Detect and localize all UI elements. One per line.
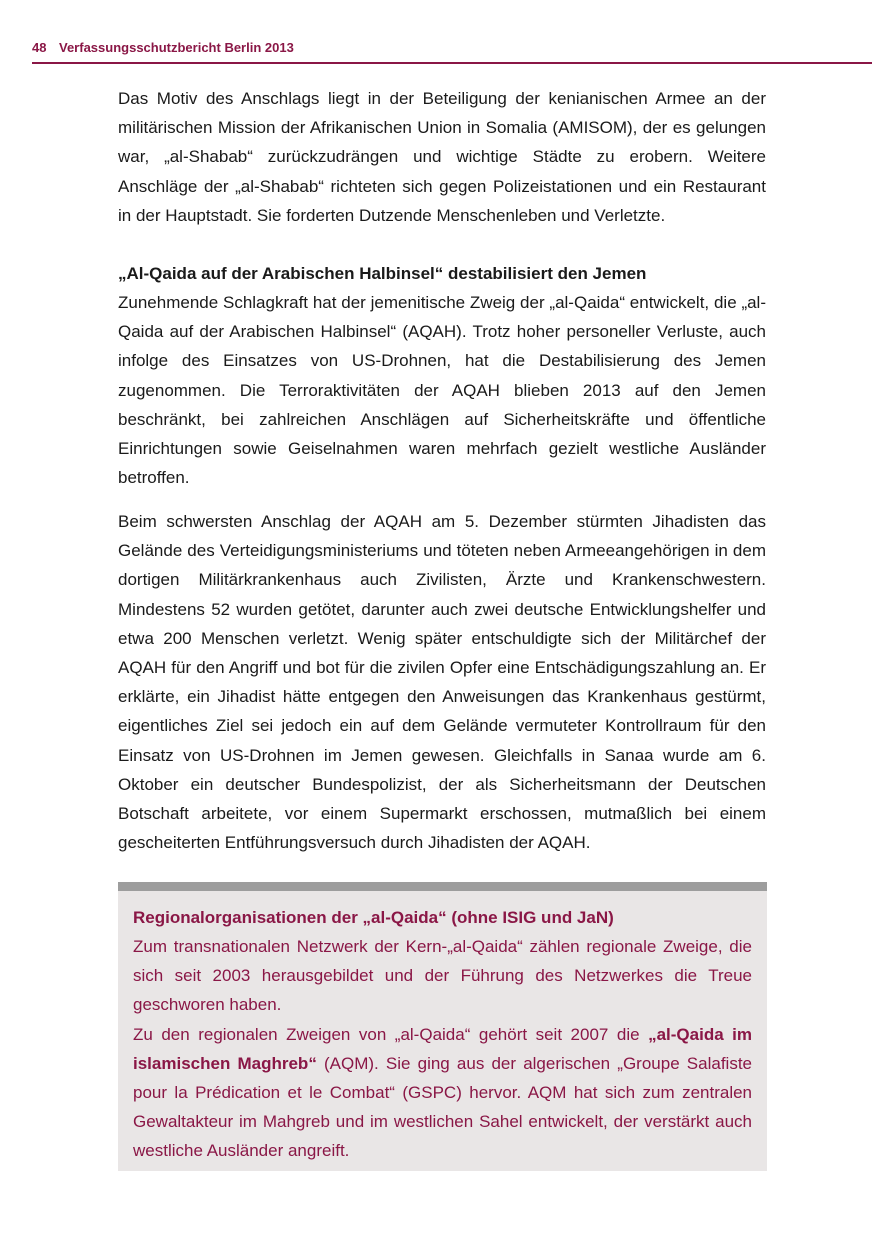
info-box-regional-organisations [118, 882, 767, 1171]
info-box-paragraph-2-end: (AQM). Sie ging aus der algerischen „Groupe Salafiste pour la Prédication et le Combat“ (GSPC) hervor. AQM hat sich zum zentralen Gewaltakteur im Mahgreb und im westlichen Sahel entwickelt, der verstärkt auch westliche Ausländer angreift. [133, 1053, 752, 1161]
info-box-paragraph-1: Zum transnationalen Netzwerk der Kern-„al-Qaida“ zählen regionale Zweige, die sich seit 2003 herausgebildet und der Führung des Netzwerkes die Treue geschworen haben. [133, 937, 752, 1015]
running-header [32, 40, 872, 64]
info-box-paragraph-2 [133, 1020, 752, 1166]
info-box-aqm-emphasis: „al-Qaida im islamischen Maghreb“ [133, 1024, 753, 1073]
paragraph-aqah-attack: Beim schwersten Anschlag der AQAH am 5. Dezember stürmten Jihadisten das Gelände des Verteidigungsministeriums und töteten neben Armeeangehörigen in dem dortigen Militärkrankenhaus auch Zivilisten, Ärzte und Krankenschwestern. Mindestens 52 wurden getötet, darunter auch zwei deutsche Entwicklungshelfer und etwa 200 Menschen verletzt. Wenig später entschuldigte sich der Militärchef der AQAH für den Angriff und bot für die zivilen Opfer eine Entschädigungszahlung an. Er erklärte, ein Jihadist hätte entgegen den Anweisungen das Krankenhaus gestürmt, eigentliches Ziel sei jedoch ein auf dem Gelände vermuteter Kontrollraum für den Einsatz von US-Drohnen im Jemen gewesen. Gleichfalls in Sanaa wurde am 6. Oktober ein deutscher Bundespolizist, der als Sicherheitsmann der Deutschen Botschaft arbeitete, vor einem Supermarkt erschossen, mutmaßlich bei einem gescheiterten Entführungsversuch durch Jihadisten der AQAH. [118, 512, 766, 853]
info-box-paragraph-2-start: Zu den regionalen Zweigen von „al-Qaida“ gehört seit 2007 die [133, 1024, 649, 1044]
section-heading-aqah: „Al-Qaida auf der Arabischen Halbinsel“ destabilisiert den Jemen [118, 264, 647, 283]
info-box-title: Regionalorganisationen der „al-Qaida“ (ohne ISIG und JaN) [133, 908, 614, 927]
paragraph-aqah-intro: Zunehmende Schlagkraft hat der jemenitische Zweig der „al-Qaida“ entwickelt, die „al-Qaida auf der Arabischen Halbinsel“ (AQAH). Trotz hoher personeller Verluste, auch infolge des Einsatzes von US-Drohnen, hat die Destabilisierung des Jemen zugenommen. Die Terroraktivitäten der AQAH blieben 2013 auf den Jemen beschränkt, bei zahlreichen Anschlägen auf Sicherheitskräfte und öffentliche Einrichtungen sowie Geiselnahmen waren mehrfach gezielt westliche Ausländer betroffen. [118, 293, 766, 488]
publication-title: Verfassungsschutzbericht Berlin 2013 [59, 40, 294, 55]
page-number: 48 [32, 40, 47, 55]
paragraph-amisom: Das Motiv des Anschlags liegt in der Beteiligung der kenianischen Armee an der militärischen Mission der Afrikanischen Union in Somalia (AMISOM), der es gelungen war, „al-Shabab“ zurückzudrängen und wichtige Städte zu erobern. Weitere Anschläge der „al-Shabab“ richteten sich gegen Polizeistationen und ein Restaurant in der Hauptstadt. Sie forderten Dutzende Menschenleben und Verletzte. [118, 89, 766, 225]
